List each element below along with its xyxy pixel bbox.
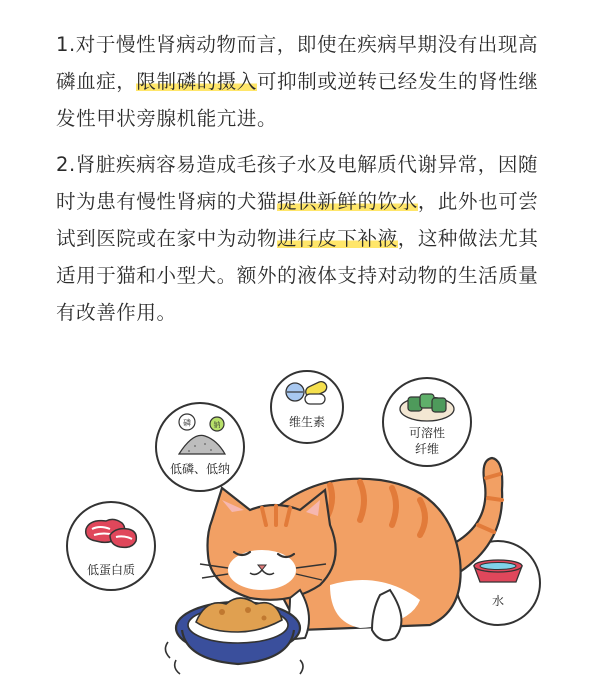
highlighted-text: 提供新鲜的饮水: [277, 190, 418, 213]
label-vitamins: 维生素: [288, 415, 325, 429]
label-low-protein: 低蛋白质: [86, 563, 135, 577]
paragraph-hydration: [56, 146, 556, 331]
highlighted-text: 限制磷的摄入: [136, 70, 258, 93]
label-soluble-fiber-1: 可溶性: [408, 426, 445, 440]
paragraph-text: 1.对于慢性肾病动物而言，即使在疾病早期没有出现高磷血症，: [56, 33, 539, 93]
paragraph-text: 2.肾脏疾病容易造成毛孩子水及电解质代谢异常，因随时为患有慢性肾病的犬猫: [56, 153, 539, 213]
paragraph-phosphorus: [56, 26, 556, 137]
illustration: [0, 360, 600, 682]
paragraph-text: 可抑制或逆转已经发生的肾性继发性甲状旁腺机能亢进。: [56, 70, 539, 130]
phosphorus-letter: 磷: [183, 418, 191, 428]
paragraph-text: ，此外也可尝试到医院或在家中为动物: [56, 190, 539, 250]
label-low-phosphorus-sodium: 低磷、低纳: [169, 462, 230, 476]
cat-eating-illustration: [0, 360, 600, 682]
label-soluble-fiber-2: 纤维: [414, 442, 439, 456]
paragraph-text: ，这种做法尤其适用于猫和小型犬。额外的液体支持对动物的生活质量有改善作用。: [56, 227, 539, 324]
label-water: 水: [491, 594, 504, 608]
sodium-letter: 钠: [213, 421, 221, 429]
highlighted-text: 进行皮下补液: [277, 227, 398, 250]
